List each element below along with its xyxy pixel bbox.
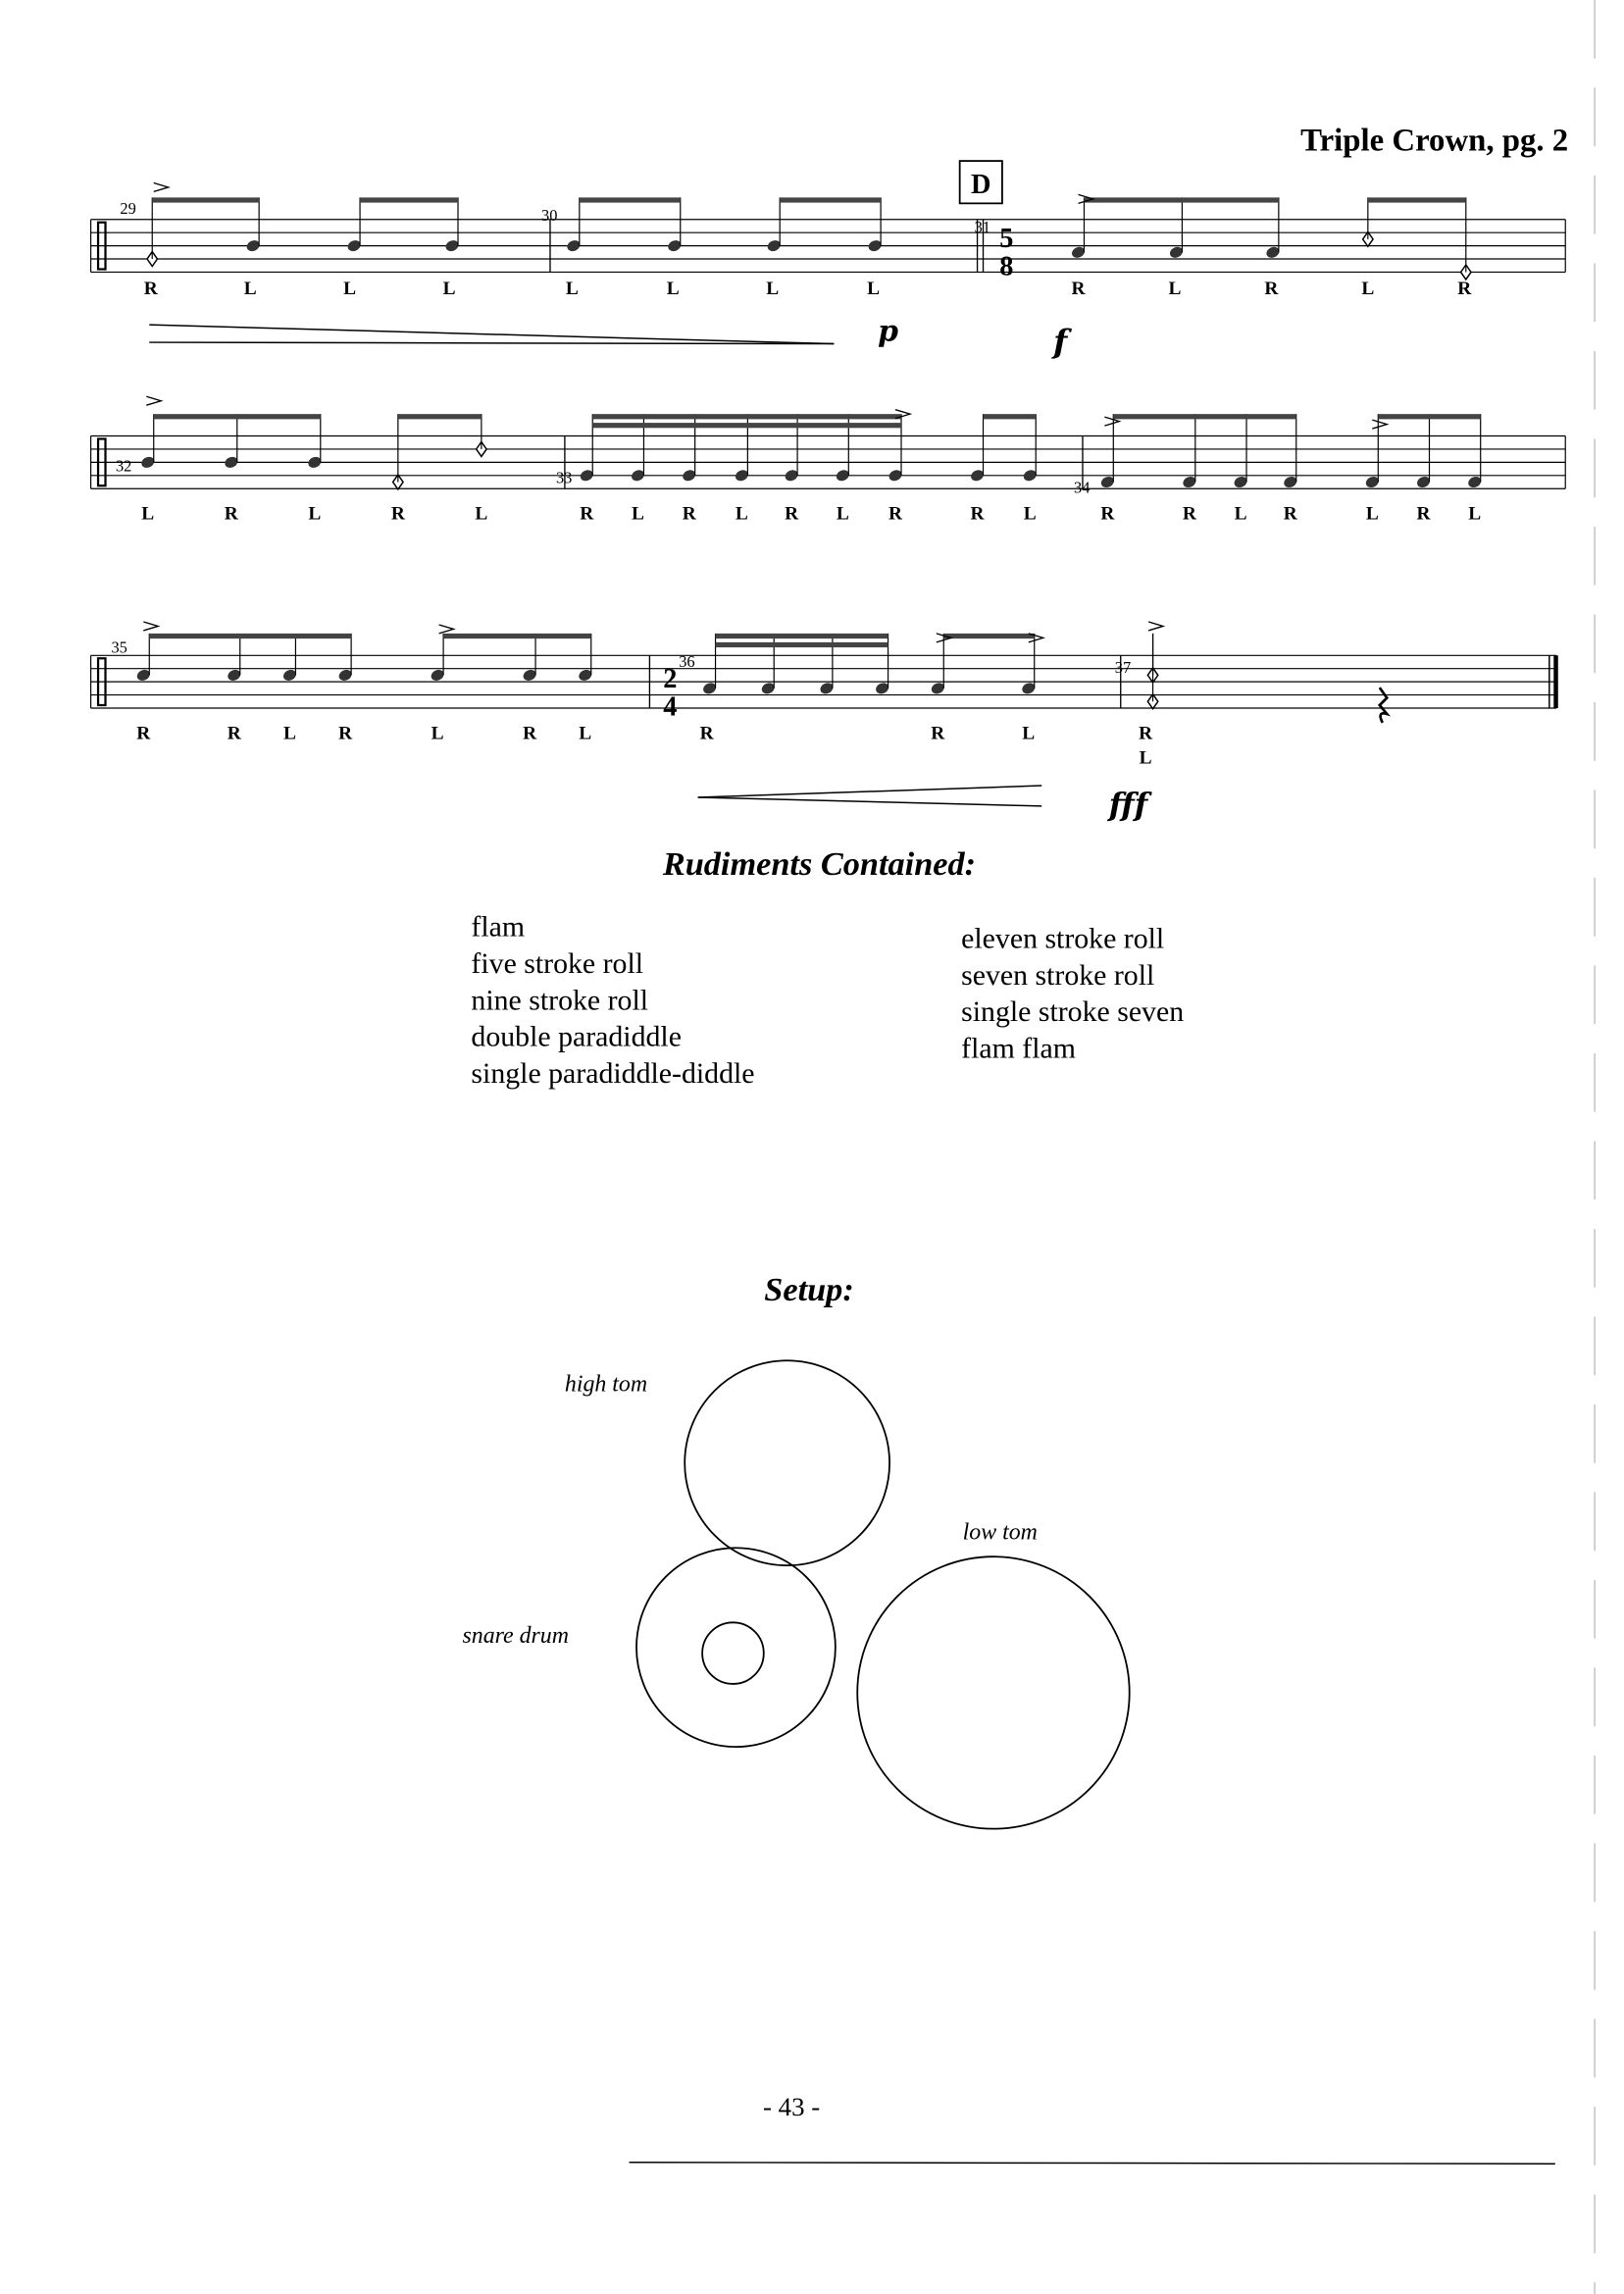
beam	[360, 197, 458, 202]
sticking-letter: R	[699, 723, 714, 744]
accent-mark	[146, 396, 161, 405]
beam	[1368, 197, 1466, 202]
beam	[984, 414, 1037, 419]
sticking-letter: R	[390, 503, 405, 525]
measure-number: 29	[120, 198, 136, 218]
footer-rule	[630, 2163, 1555, 2164]
measure-number: 37	[1114, 658, 1132, 678]
dynamic-fortississimo: fff	[1108, 787, 1148, 823]
sticking-letter: R	[338, 723, 353, 744]
sticking-letter: L	[431, 723, 444, 744]
beam	[149, 634, 351, 638]
sticking-letter: L	[1168, 278, 1182, 299]
setup-title: Setup:	[764, 1271, 854, 1309]
beam	[154, 414, 321, 419]
beam	[780, 197, 881, 202]
rudiment-item: seven stroke roll	[961, 958, 1155, 992]
measure-number: 32	[115, 456, 132, 476]
time-signature-top: 2	[663, 664, 678, 695]
sticking-letter: L	[308, 503, 322, 525]
accent-mark	[143, 622, 158, 631]
sticking-letter: L	[343, 278, 357, 299]
snare-drum-label: snare drum	[462, 1623, 569, 1650]
sticking-letter: R	[227, 723, 241, 744]
beam	[1084, 197, 1278, 202]
beam	[716, 642, 888, 647]
sticking-letter: L	[867, 278, 881, 299]
beam	[1378, 414, 1480, 419]
sticking-letter: L	[1365, 503, 1379, 525]
sticking-letter: L	[836, 503, 849, 525]
beam	[592, 414, 901, 419]
rudiment-item: eleven stroke roll	[961, 922, 1165, 955]
page-number: - 43 -	[763, 2092, 821, 2122]
snare-drum-center	[702, 1622, 764, 1684]
rudiment-item: single paradiddle-diddle	[471, 1056, 755, 1090]
rudiment-item: five stroke roll	[471, 946, 644, 980]
sticking-letter: R	[1457, 278, 1472, 299]
low-tom-label: low tom	[962, 1519, 1038, 1546]
high-tom-drum	[685, 1360, 889, 1565]
sticking-letter: R	[143, 278, 158, 299]
rudiment-item: single stroke seven	[961, 995, 1185, 1029]
final-barline	[1553, 655, 1557, 708]
crescendo-hairpin	[698, 786, 1042, 806]
beam	[152, 197, 259, 202]
measure-number: 30	[541, 206, 558, 226]
sticking-letter: L	[282, 723, 296, 744]
sticking-letter: L	[1361, 278, 1375, 299]
rudiment-item: flam flam	[961, 1032, 1076, 1065]
sticking-letter: L	[1022, 723, 1036, 744]
page-title: Triple Crown, pg. 2	[1300, 123, 1569, 159]
sticking-letter: L	[442, 278, 456, 299]
time-signature-bottom: 4	[663, 691, 678, 723]
measure-number: 35	[111, 637, 127, 657]
sticking-letter: R	[785, 503, 799, 525]
accent-mark	[154, 182, 169, 191]
sticking-letter: R	[888, 503, 903, 525]
measure-number: 31	[974, 218, 990, 237]
staff-system	[91, 396, 1566, 524]
beam	[398, 414, 482, 419]
sticking-letter: L	[565, 278, 579, 299]
high-tom-label: high tom	[564, 1371, 648, 1398]
beam	[943, 634, 1034, 638]
beam	[592, 423, 901, 428]
measure-number: 36	[679, 652, 695, 672]
sticking-letter: L	[1139, 747, 1152, 769]
rudiment-item: double paradiddle	[471, 1020, 682, 1053]
sticking-letter: L	[1234, 503, 1247, 525]
beam	[716, 634, 888, 638]
accent-mark	[1372, 420, 1387, 429]
sticking-letter: R	[523, 723, 537, 744]
rudiment-item: flam	[471, 910, 526, 943]
staff-system	[91, 622, 1558, 769]
sticking-letter: R	[224, 503, 238, 525]
accent-mark	[1148, 622, 1163, 631]
measure-number: 33	[555, 468, 573, 487]
sticking-letter: R	[136, 723, 151, 744]
sticking-letter: R	[580, 503, 594, 525]
decrescendo-hairpin	[149, 325, 834, 343]
sticking-letter: L	[632, 503, 644, 525]
measure-number: 34	[1074, 478, 1091, 497]
staff-system	[91, 182, 1566, 298]
rehearsal-mark	[960, 161, 1002, 203]
sticking-letter: R	[970, 503, 985, 525]
rehearsal-mark-label: D	[971, 169, 991, 200]
low-tom-drum	[857, 1556, 1129, 1828]
rudiment-item: nine stroke roll	[471, 984, 649, 1017]
sticking-letter: R	[682, 503, 696, 525]
sticking-letter: L	[141, 503, 155, 525]
dynamic-piano: p	[878, 314, 898, 349]
sticking-letter: R	[1416, 503, 1431, 525]
sticking-letter: L	[1468, 503, 1482, 525]
sticking-letter: L	[766, 278, 780, 299]
sticking-letter: L	[1023, 503, 1037, 525]
sticking-letter: R	[1100, 503, 1115, 525]
beam	[580, 197, 681, 202]
sticking-letter: R	[1283, 503, 1297, 525]
sticking-letter: L	[243, 278, 257, 299]
sticking-letter: R	[931, 723, 945, 744]
sticking-letter: R	[1139, 723, 1153, 744]
sticking-letter: L	[475, 503, 488, 525]
rudiments-title: Rudiments Contained:	[662, 845, 977, 884]
sticking-letter: L	[666, 278, 680, 299]
time-signature-bottom: 8	[999, 251, 1014, 282]
accent-mark	[439, 625, 454, 634]
sticking-letter: L	[735, 503, 748, 525]
snare-drum	[636, 1548, 836, 1747]
beam	[443, 634, 591, 638]
beam	[1113, 414, 1295, 419]
quarter-rest	[1380, 688, 1387, 723]
sticking-letter: L	[579, 723, 592, 744]
time-signature-top: 5	[999, 224, 1014, 255]
sticking-letter: R	[1182, 503, 1196, 525]
rudiments-list-left	[471, 911, 754, 1090]
rudiments-list-right	[961, 923, 1184, 1065]
sticking-letter: R	[1264, 278, 1279, 299]
dynamic-forte: f	[1053, 322, 1068, 361]
sticking-letter: R	[1071, 278, 1086, 299]
